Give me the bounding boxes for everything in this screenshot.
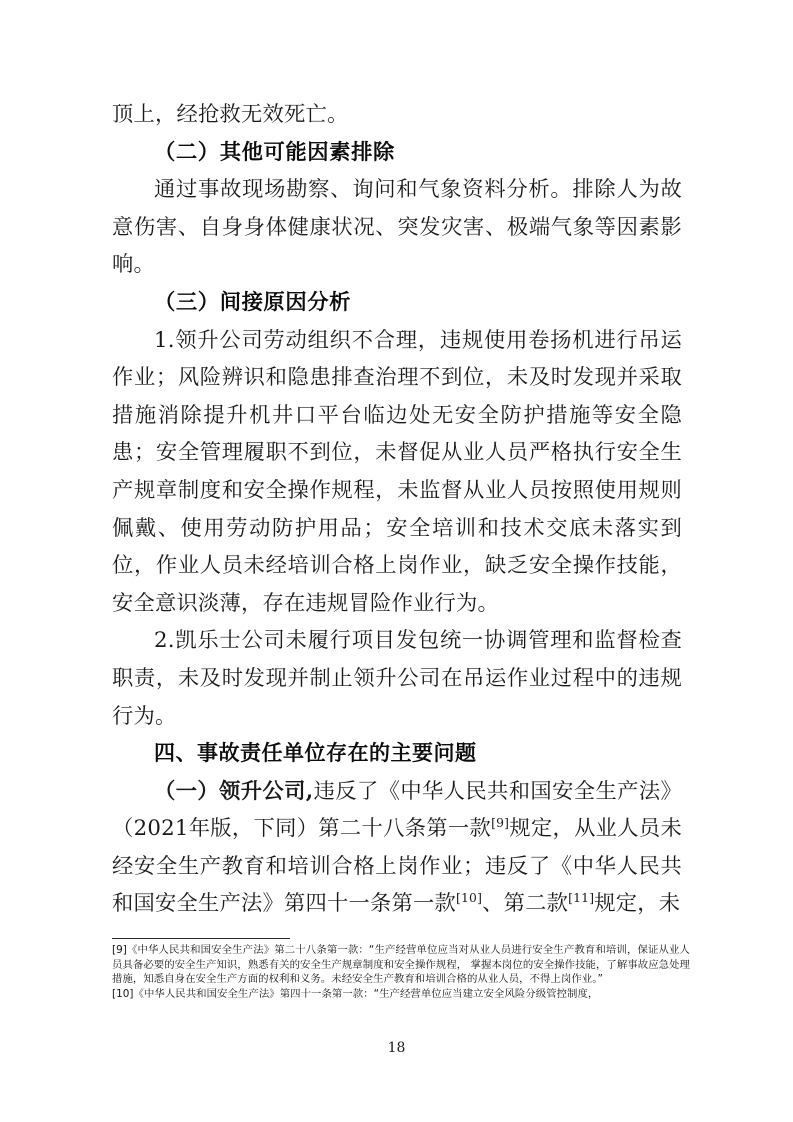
page-body-content	[112, 96, 682, 923]
paragraph-indirect-cause-item-two: 2.凯乐士公司未履行项目发包统一协调管理和监督检查职责，未及时发现并制止领升公司在吊运作业过程中的违规行为。	[112, 628, 682, 729]
footnote-reference-9[interactable]: [9]	[491, 816, 510, 831]
violation-text-part-one: 违反了《中华人民共和国安全生产法》（2021年版，下同）第二十八条第一款	[112, 778, 683, 842]
heading-section-three: （三）间接原因分析	[154, 289, 352, 315]
paragraph-section-two-body: 通过事故现场勘察、询问和气象资料分析。排除人为故意伤害、自身身体健康状况、突发灾害、极端气象等因素影响。	[112, 177, 682, 278]
responsible-party-label: （一）领升公司,	[154, 778, 314, 804]
heading-section-two: （二）其他可能因素排除	[154, 139, 395, 165]
violation-text-part-two: 规定，从业人员未经安全生产教育和培训合格上岗作业；违反了《中华人民共和国安全生产法》第四十一条第一款	[112, 816, 682, 917]
footnote-entry-10: [10]《中华人民共和国安全生产法》第四十一条第一款：“生产经营单位应当建立安全风险分级管控制度，	[112, 987, 599, 1000]
page-number: 18	[387, 1040, 406, 1056]
footnote-reference-11[interactable]: [11]	[568, 891, 595, 906]
footnote-separator-rule	[112, 938, 290, 939]
violation-text-part-four: 规定，未	[594, 891, 681, 917]
paragraph-indirect-cause-item-one: 1.领升公司劳动组织不合理，违规使用卷扬机进行吊运作业；风险辨识和隐患排查治理不到位，未及时发现并采取措施消除提升机井口平台临边处无安全防护措施等安全隐患；安全管理履职不到位，未督促从业人员严格执行安全生产规章制度和安全操作规程，未监督从业人员按照使用规则佩戴、使用劳动防护用品；安全培训和技术交底未落实到位，作业人员未经培训合格上岗作业，缺乏安全操作技能，安全意识淡薄，存在违规冒险作业行为。	[112, 327, 682, 616]
footnote-reference-10[interactable]: [10]	[455, 891, 483, 906]
footnote-block	[112, 938, 690, 1001]
violation-text-part-three: 、第二款	[482, 891, 569, 917]
paragraph-section-four-item-one	[112, 773, 682, 923]
heading-section-four: 四、事故责任单位存在的主要问题	[154, 741, 477, 766]
paragraph-continued-top: 顶上，经抢救无效死亡。	[112, 102, 349, 127]
footnote-entry-9: [9]《中华人民共和国安全生产法》第二十八条第一款：“生产经营单位应当对从业人员进行安全生产教育和培训，保证从业人员具备必要的安全生产知识，熟悉有关的安全生产规章制度和安全操作规程， 掌握本岗位的安全操作技能，了解事故应急处理措施，知悉自身在安全生产方面的权利和义务。未经安全生产教育和培训合格的从业人员，不得上岗作业。”	[112, 944, 690, 986]
